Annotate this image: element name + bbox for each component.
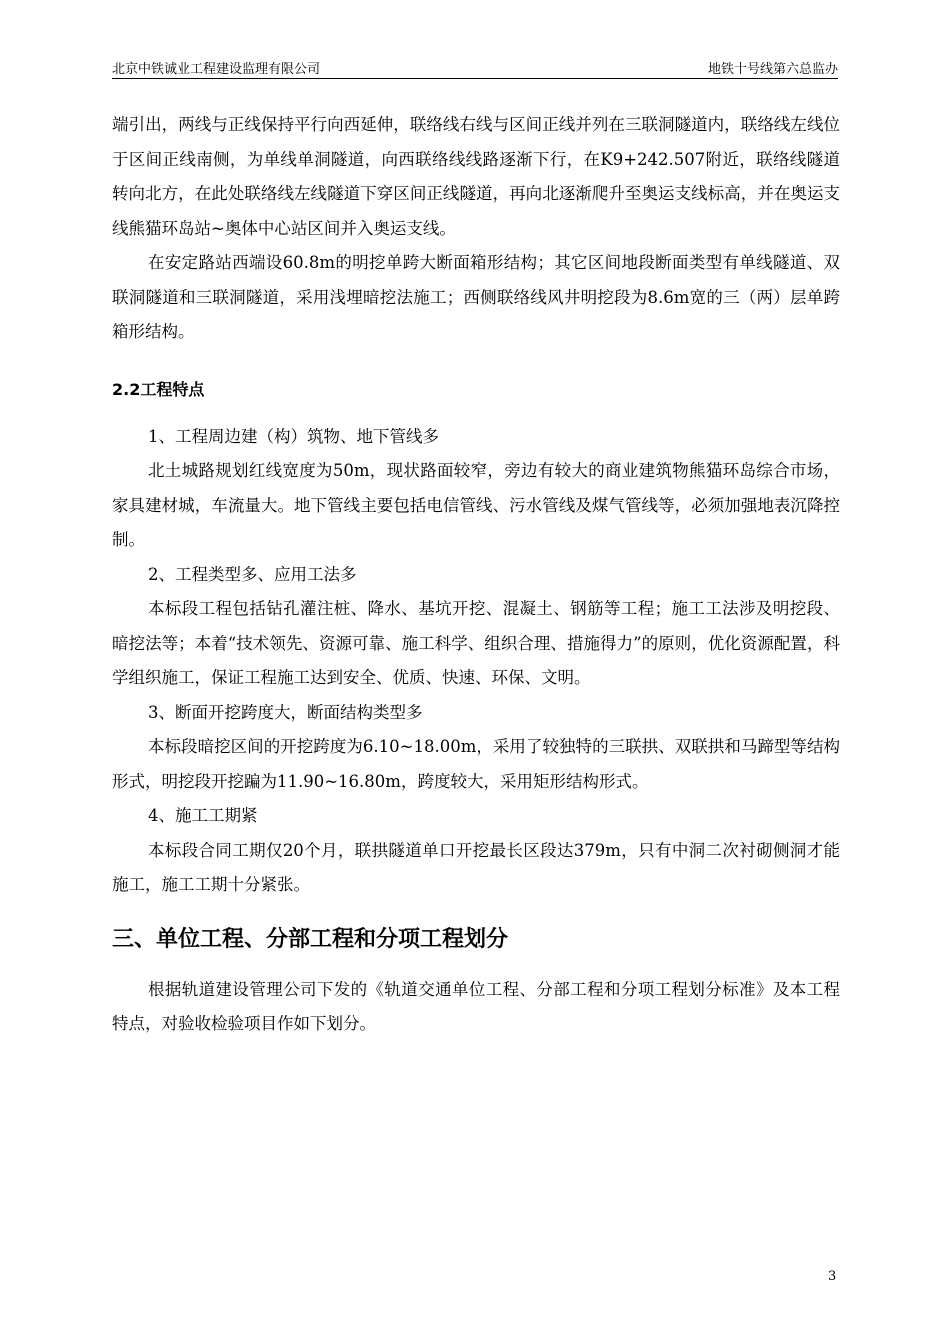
paragraph: 在安定路站西端设60.8m的明挖单跨大断面箱形结构；其它区间地段断面类型有单线隧道、双联洞隧道和三联洞隧道，采用浅埋暗挖法施工；西侧联络线风井明挖段为8.6m宽的三（两）层单跨箱形结构。 [112,253,840,341]
chapter-heading: 三、单位工程、分部工程和分项工程划分 [112,926,509,952]
list-heading: 1、工程周边建（构）筑物、地下管线多 [148,426,439,446]
paragraph: 本标段工程包括钻孔灌注桩、降水、基坑开挖、混凝土、钢筋等工程；施工工法涉及明挖段、暗挖法等；本着“技术领先、资源可靠、施工科学、组织合理、措施得力”的原则，优化资源配置，科学组织施工，保证工程施工达到安全、优质、快速、环保、文明。 [112,599,840,687]
header-office: 地铁十号线第六总监办 [707,62,838,77]
list-heading: 4、施工工期紧 [148,806,258,825]
paragraph: 本标段暗挖区间的开挖跨度为6.10~18.00m，采用了较独特的三联拱、双联拱和马蹄型等结构形式，明挖段开挖蹁为11.90~16.80m，跨度较大，采用矩形结构形式。 [112,737,840,791]
page-number: 3 [828,1269,837,1284]
list-heading: 2、工程类型多、应用工法多 [148,564,357,584]
list-heading: 3、断面开挖跨度大，断面结构类型多 [148,702,423,722]
section-heading: 2.2工程特点 [112,379,205,399]
document-body [112,108,840,1042]
paragraph: 根据轨道建设管理公司下发的《轨道交通单位工程、分部工程和分项工程划分标准》及本工程特点，对验收检验项目作如下划分。 [112,979,840,1033]
page-header [112,56,838,79]
paragraph: 本标段合同工期仅20个月，联拱隧道单口开挖最长区段达379m，只有中洞二次衬砌侧洞才能施工，施工工期十分紧张。 [112,840,840,894]
paragraph: 端引出，两线与正线保持平行向西延伸，联络线右线与区间正线并列在三联洞隧道内，联络线左线位于区间正线南侧，为单线单洞隧道，向西联络线线路逐渐下行，在K9+242.507附近，联络线隧道转向北方，在此处联络线左线隧道下穿区间正线隧道，再向北逐渐爬升至奥运支线标高，并在奥运支线熊猫环岛站~奥体中心站区间并入奥运支线。 [112,115,840,238]
header-company: 北京中铁诚业工程建设监理有限公司 [112,62,321,77]
paragraph: 北土城路规划红线宽度为50m，现状路面较窄，旁边有较大的商业建筑物熊猫环岛综合市场，家具建材城，车流量大。地下管线主要包括电信管线、污水管线及煤气管线等，必须加强地表沉降控制。 [112,461,840,549]
